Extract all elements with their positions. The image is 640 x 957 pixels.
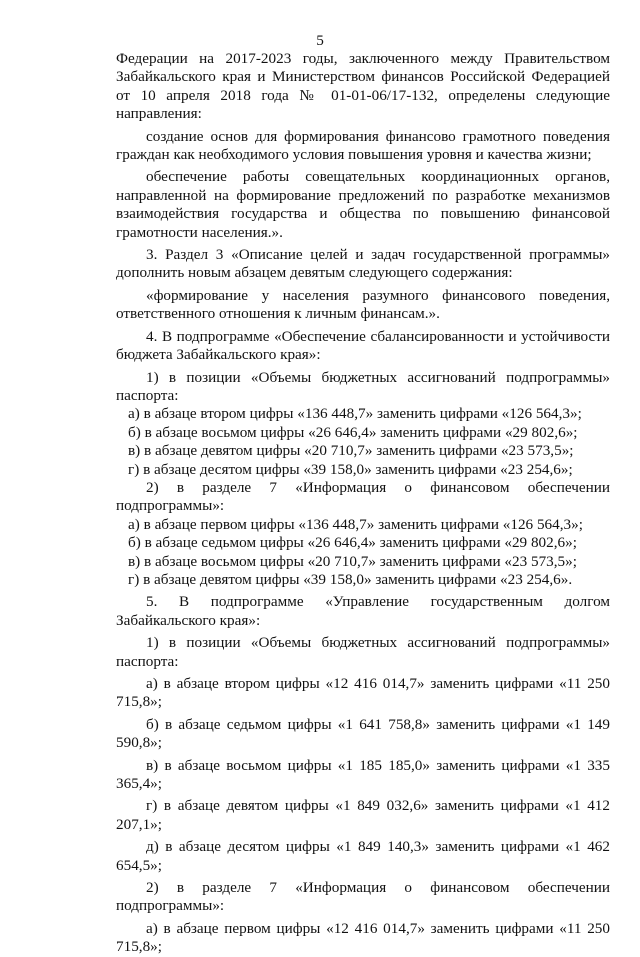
list-item: б) в абзаце восьмом цифры «26 646,4» заменить цифрами «29 802,6»; <box>128 423 578 441</box>
list-item: а) в абзаце втором цифры «136 448,7» заменить цифрами «126 564,3»; <box>128 405 582 423</box>
list-item: д) в абзаце десятом цифры «1 849 140,3» заменить цифрами «1 462 654,5»; <box>116 838 610 874</box>
list-item: г) в абзаце девятом цифры «1 849 032,6» заменить цифрами «1 412 207,1»; <box>116 797 610 833</box>
paragraph: «формирование у населения разумного финансового поведения, ответственного отношения к личным финансам.». <box>116 286 610 323</box>
document-body <box>116 50 610 957</box>
list-item: в) в абзаце восьмом цифры «20 710,7» заменить цифрами «23 573,5»; <box>128 552 577 570</box>
list-item: б) в абзаце седьмом цифры «26 646,4» заменить цифрами «29 802,6»; <box>128 534 577 552</box>
paragraph: обеспечение работы совещательных координационных органов, направленной на формирование предложений по разработке механизмов взаимодействия государства и общества по повышению финансовой грамотности населения.». <box>116 168 610 241</box>
paragraph: 4. В подпрограмме «Обеспечение сбалансированности и устойчивости бюджета Забайкальского края»: <box>116 327 610 364</box>
paragraph: 1) в позиции «Объемы бюджетных ассигнований подпрограммы» паспорта: <box>116 368 610 404</box>
paragraph: 2) в разделе 7 «Информация о финансовом обеспечении подпрограммы»: <box>116 478 610 515</box>
list-item: а) в абзаце первом цифры «136 448,7» заменить цифрами «126 564,3»; <box>128 515 583 533</box>
page-number: 5 <box>316 32 324 49</box>
paragraph: Федерации на 2017-2023 годы, заключенного между Правительством Забайкальского края и Министерством финансов Российской Федерацией от 10 апреля 2018 года № 01-01-06/17-132, определены следующие направления: <box>116 50 610 123</box>
list-item: г) в абзаце девятом цифры «39 158,0» заменить цифрами «23 254,6». <box>128 570 573 588</box>
paragraph: 1) в позиции «Объемы бюджетных ассигнований подпрограммы» паспорта: <box>116 634 610 670</box>
list-item: г) в абзаце десятом цифры «39 158,0» заменить цифрами «23 254,6»; <box>128 460 573 478</box>
paragraph: 2) в разделе 7 «Информация о финансовом обеспечении подпрограммы»: <box>116 879 610 915</box>
paragraph: создание основ для формирования финансово грамотного поведения граждан как необходимого условия повышения уровня и качества жизни; <box>116 127 610 164</box>
list-item: а) в абзаце первом цифры «12 416 014,7» заменить цифрами «11 250 715,8»; <box>116 919 610 956</box>
paragraph: 5. В подпрограмме «Управление государственным долгом Забайкальского края»: <box>116 593 610 629</box>
list-item: б) в абзаце седьмом цифры «1 641 758,8» заменить цифрами «1 149 590,8»; <box>116 715 610 752</box>
paragraph: 3. Раздел 3 «Описание целей и задач государственной программы» дополнить новым абзацем девятым следующего содержания: <box>116 246 610 282</box>
list-item: в) в абзаце восьмом цифры «1 185 185,0» заменить цифрами «1 335 365,4»; <box>116 756 610 793</box>
list-item: в) в абзаце девятом цифры «20 710,7» заменить цифрами «23 573,5»; <box>128 442 574 460</box>
list-item: а) в абзаце втором цифры «12 416 014,7» заменить цифрами «11 250 715,8»; <box>116 675 610 711</box>
